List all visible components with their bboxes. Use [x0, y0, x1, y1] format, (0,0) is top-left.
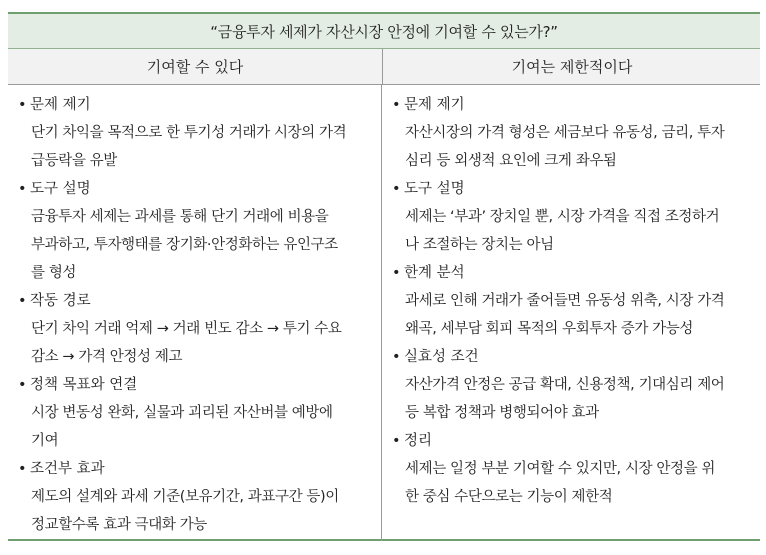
column-header-contributes: 기여할 수 있다: [8, 49, 383, 84]
item-text-line: 한 중심 수단으로는 기능이 제한적: [405, 489, 613, 505]
list-item: [18, 287, 373, 371]
item-text-line: 금융투자 세제는 과세를 통해 단기 거래에 비용을: [31, 209, 329, 225]
item-text-line: 단기 차익을 목적으로 한 투기성 거래가 시장의 가격: [31, 125, 347, 141]
item-title: [392, 175, 752, 203]
bullet-icon: •: [18, 377, 27, 393]
item-text-line: 등 복합 정책과 병행되어야 효과: [405, 405, 599, 421]
item-text-line: 심리 등 외생적 요인에 크게 좌우됨: [405, 153, 617, 169]
list-item: [392, 175, 752, 259]
item-title-text: 문제 제기: [30, 97, 91, 113]
column-header-limited: 기여는 제한적이다: [511, 58, 633, 76]
bullet-icon: •: [18, 181, 27, 197]
item-text-line: 부과하고, 투자행태를 장기화·안정화하는 유인구조: [31, 237, 338, 253]
item-title-text: 도구 설명: [30, 181, 91, 197]
item-title-text: 문제 제기: [404, 97, 465, 113]
list-item: [392, 91, 752, 175]
bullet-icon: •: [392, 181, 401, 197]
list-item: [18, 91, 373, 175]
list-item: [392, 343, 752, 427]
body-row: [8, 85, 760, 541]
item-title-text: 정리: [404, 433, 433, 449]
item-text-line: 급등락을 유발: [31, 153, 117, 169]
item-title-text: 정책 목표와 연결: [30, 377, 138, 393]
item-title-text: 작동 경로: [30, 293, 91, 309]
item-title-text: 도구 설명: [404, 181, 465, 197]
item-text-line: 단기 차익 거래 억제 → 거래 빈도 감소 → 투기 수요: [31, 321, 342, 337]
bullet-icon: •: [392, 265, 401, 281]
item-title: [392, 91, 752, 119]
item-text-line: 자산시장의 가격 형성은 세금보다 유동성, 금리, 투자: [405, 125, 725, 141]
column-limited: [382, 85, 760, 541]
bullet-icon: •: [392, 97, 401, 113]
item-title-text: 실효성 조건: [404, 349, 479, 365]
item-title-text: 한계 분석: [404, 265, 465, 281]
item-title: [392, 259, 752, 287]
bullet-icon: •: [18, 293, 27, 309]
item-text-line: 세제는 일정 부분 기여할 수 있지만, 시장 안정을 위: [405, 461, 716, 477]
item-text-line: 제도의 설계와 과세 기준(보유기간, 과표구간 등)이: [31, 489, 339, 505]
bullet-icon: •: [18, 461, 27, 477]
item-title: [18, 455, 373, 483]
item-title-text: 조건부 효과: [30, 461, 105, 477]
list-item: [392, 427, 752, 511]
item-title: [18, 287, 373, 315]
list-item: [18, 175, 373, 287]
item-text-line: 시장 변동성 완화, 실물과 괴리된 자산버블 예방에: [31, 405, 333, 421]
item-text-line: 왜곡, 세부담 회피 목적의 우회투자 증가 가능성: [405, 321, 693, 337]
bullet-icon: •: [392, 433, 401, 449]
bullet-icon: •: [392, 349, 401, 365]
item-title: [392, 343, 752, 371]
column-contributes: [8, 85, 382, 541]
header-row: [8, 49, 760, 85]
item-text-line: 세제는 ‘부과’ 장치일 뿐, 시장 가격을 직접 조정하거: [405, 209, 720, 225]
item-text-line: 기여: [31, 433, 59, 449]
item-title: [18, 371, 373, 399]
debate-table: [8, 12, 760, 541]
item-text-line: 과세로 인해 거래가 줄어들면 유동성 위축, 시장 가격: [405, 293, 725, 309]
list-item: [392, 259, 752, 343]
item-title: [18, 91, 373, 119]
list-item: [18, 455, 373, 539]
item-text-line: 감소 → 가격 안정성 제고: [31, 349, 183, 365]
item-text-line: 를 형성: [31, 265, 77, 281]
item-text-line: 자산가격 안정은 공급 확대, 신용정책, 기대심리 제어: [405, 377, 725, 393]
item-title: [18, 175, 373, 203]
item-title: [392, 427, 752, 455]
item-text-line: 정교할수록 효과 극대화 가능: [31, 517, 207, 533]
item-text-line: 나 조절하는 장치는 아님: [405, 237, 554, 253]
bullet-icon: •: [18, 97, 27, 113]
table-title: “금융투자 세제가 자산시장 안정에 기여할 수 있는가?”: [8, 14, 760, 49]
list-item: [18, 371, 373, 455]
